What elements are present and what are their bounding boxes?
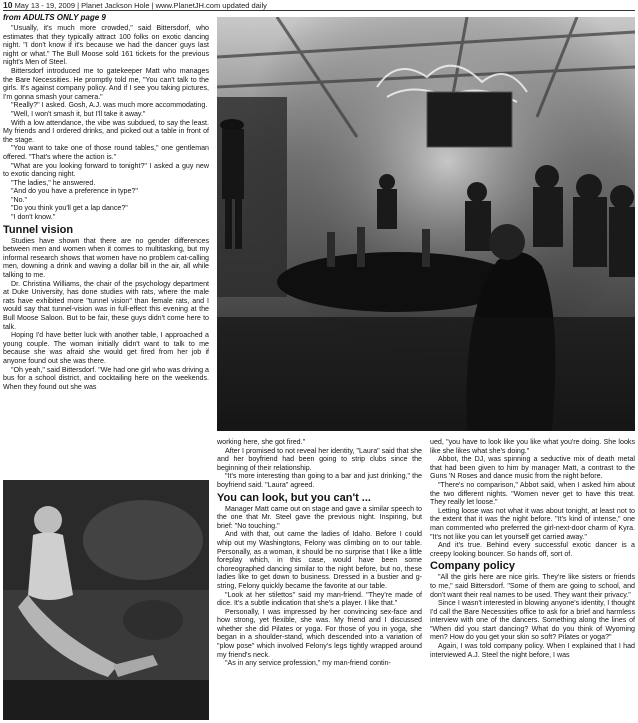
paragraph: Personally, I was impressed by her convincing sex-face and how strong, yet flexible, she was. My friend and I discussed whether she did Pilates or yoga. For those of you in yoga, she began in a shoulder-stand, which descended into a variation of "plow pose" which involved Felony's legs tightly wrapped around my friend's neck. <box>217 607 422 659</box>
paragraph: With a low attendance, the vibe was subdued, to say the least. My friends and I ordered drinks, and picked out a table in front of the stage. <box>3 118 209 144</box>
paragraph: "I don't know." <box>11 213 56 222</box>
paragraph: "As in any service profession," my man-friend contin- <box>225 659 391 668</box>
paragraph: "Usually, it's much more crowded," said Bittersdorf, who estimates that they typically attract 100 folks on exotic dancing night. "I don't know if it's because we had the dancer guys last night or what." The Bull Moose sold 161 tickets for the previous night's Men of Steel. <box>3 24 209 67</box>
paragraph: Bittersdorf introduced me to gatekeeper Matt who manages the Bare Necessities. He promptly told me, "You can't talk to the girls. It's against company policy. And if I see you taking pictures, I'm gonna smash your camera." <box>3 66 209 101</box>
paragraph: ued, "you have to look like you like what you're doing. She looks like she likes what she's doing." <box>430 438 635 455</box>
paragraph: working here, she got fired." <box>217 438 306 446</box>
paragraph: And with that, out came the ladies of Idaho. Before I could whip out my Washingtons, Felony was climbing on to our table. Personally, as a woman, it should be no surprise that I like a little foreplay which, in this case, would have been some choreographed dancing similar to the night before, but no, these ladies like to get down to business. Dressed in a bustier and g-string, Felony quickly became the favorite at our table. <box>217 530 422 590</box>
paragraph: Studies have shown that there are no gender differences between men and women when it comes to multitasking, but my informal research shows that women have no problem cat-calling men, downing a drink and waving a dollar bill in the air, all while talking to me. <box>3 236 209 280</box>
paragraph: "All the girls here are nice girls. They're like sisters or friends to me," said Bittersdorf. "Some of them are going to school, and don't want their real names to be used. They want their privacy." <box>430 573 635 599</box>
paragraph: "What are you looking forward to tonight?" I asked a guy new to exotic dancing night. <box>3 161 209 179</box>
page-number: 10 <box>3 0 13 10</box>
dancer-photo <box>3 480 209 720</box>
paragraph: "Oh yeah," said Bittersdorf. "We had one girl who was driving a bus for a school district, and cocktailing here on the weekends. When they found out she was <box>3 365 209 391</box>
paragraph: Letting loose was not what it was about tonight, at least not to the extent that it was the night before. "It's kind of intense," one man commented who preferred the girl-next-door charm of Kyra. "It's not like you can let yourself get carried away." <box>430 506 635 541</box>
paragraph: "Look at her stilettos" said my man-friend. "They're made of dice. It's a subtle indication that she's a player. I like that." <box>217 590 422 608</box>
paragraph: "The ladies," he answered. <box>11 178 96 187</box>
article-column-1 <box>3 24 209 476</box>
article-column-3 <box>430 438 635 722</box>
paragraph: And it's true. Behind every successful exotic dancer is a creepy looking bouncer. So hands off, sort of. <box>430 541 635 558</box>
paragraph: "And do you have a preference in type?" <box>11 187 138 196</box>
saloon-stage-photo <box>217 17 635 431</box>
paragraph: "Well, I won't smash it, but I'll take it away." <box>11 109 146 118</box>
paragraph: "Do you think you'll get a lap dance?" <box>11 204 128 213</box>
section-heading-look-but-cant: You can look, but you can't ... <box>217 491 371 504</box>
header-rule <box>3 10 635 11</box>
paragraph: Hoping I'd have better luck with another table, I approached a young couple. The woman initially didn't want to talk to me because she was afraid she would get fired from her job if anyone found out she was there. <box>3 331 209 365</box>
paragraph: "No." <box>11 195 28 204</box>
paragraph: "Really?" I asked. Gosh, A.J. was much more accommodating. <box>11 101 208 110</box>
paragraph: Since I wasn't interested in blowing anyone's identity, I thought I'd call the Bare Necessities office to ask for a brief and harmless interview with one of the dancers. Something along the lines of "When did you start dancing? What do you think of Wyoming men? How do you get your skin so soft? Pilates or yoga?" <box>430 599 635 642</box>
paragraph: After I promised to not reveal her identity, "Laura" said that she and her boyfriend had been going to strip clubs since the beginning of their relationship. <box>217 446 422 472</box>
paragraph: "You want to take one of those round tables," one gentleman offered. "That's where the action is." <box>3 144 209 161</box>
section-heading-tunnel-vision: Tunnel vision <box>3 223 74 236</box>
paragraph: Again, I was told company policy. When I explained that I had interviewed A.J. Steel the night before, I was <box>430 642 635 659</box>
article-column-2 <box>217 438 422 722</box>
paragraph: Dr. Christina Williams, the chair of the psychology department at Duke University, has done studies with rats, where the male rats have exhibited more "tunnel vision" than female rats, and I would say that tunnel-vision was in full-effect this evening at the Bull Moose Saloon. But to be fair, these guys didn't come here to talk. <box>3 279 209 331</box>
paragraph: Manager Matt came out on stage and gave a similar speech to the one that Mr. Steel gave the previous night. Inspiring, but brief: "No touching." <box>217 504 422 530</box>
dateline: May 13 - 19, 2009 | Planet Jackson Hole | www.PlanetJH.com updated daily <box>14 1 267 10</box>
paragraph: "There's no comparison," Abbot said, when I asked him about the two different nights. "Women never get to have this treat. They really let loose." <box>430 480 635 507</box>
section-heading-company-policy: Company policy <box>430 560 515 573</box>
paragraph: "It's more interesting than going to a bar and just drinking," the boyfriend said. "Laura" agreed. <box>217 472 422 489</box>
page-header <box>3 0 635 10</box>
paragraph: Abbot, the DJ, was spinning a seductive mix of death metal that had been given to him by manager Matt, a contrast to the Guns 'N Roses and dance music from the night before. <box>430 455 635 481</box>
jump-label: from ADULTS ONLY page 9 <box>3 13 106 22</box>
